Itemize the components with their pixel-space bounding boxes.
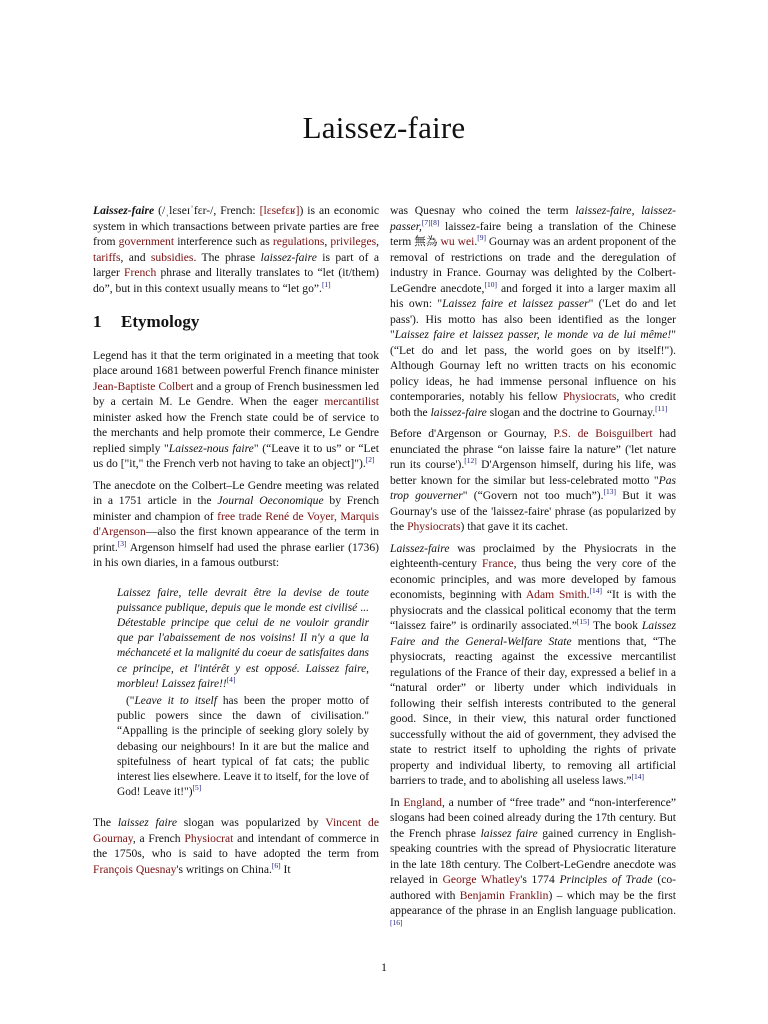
ref-7-8[interactable]: [7][8]: [421, 217, 440, 227]
ref-4[interactable]: [4]: [226, 674, 236, 684]
right-column: [390, 203, 676, 940]
link-benjamin-franklin[interactable]: Benjamin Franklin: [459, 888, 549, 902]
ref-16[interactable]: [16]: [390, 917, 403, 927]
right-paragraph-1: was Quesnay who coined the term laissez-faire, laissez-passer,[7][8] laissez-faire being a translation of the Chinese term 無為 wu wei.[9] Gournay was an ardent proponent of the removal of restrictions on trade and the deregulation of industry in France. Gournay was delighted by the Colbert-LeGendre anecdote,[10] and forged it into a larger maxim all his own: "Laissez faire et laissez passer" ('Let do and let pass'). His motto has also been identified as the longer "Laissez faire et laissez passer, le monde va de lui même!" (“Let do and let pass, the world goes on by itself!"). Although Gournay left no written tracts on his economic policy ideas, he had immense personal influence on his contemporaries, notably his fellow Physiocrats, who credit both the laissez-faire slogan and the doctrine to Gournay.[11]: [390, 204, 676, 419]
ref-9[interactable]: [9]: [477, 233, 486, 243]
intro-paragraph: Laissez-faire (/ˌlɛseɪˈfɛr-/, French: [lɛsefɛʁ]) is an economic system in which transactions between private parties are free from government interference such as regulations, privileges, tariffs, and subsidies. The phrase laissez-faire is part of a larger French phrase and literally translates to “let (it/them) do”, but in this context usually means to “let go”.[1]: [93, 204, 380, 295]
link-rene-de-voyer[interactable]: René de Voyer, Marquis d'Argenson: [93, 509, 379, 538]
ref-10[interactable]: [10]: [484, 279, 497, 289]
ref-6[interactable]: [6]: [271, 860, 281, 870]
link-adam-smith[interactable]: Adam Smith: [525, 588, 587, 601]
chinese-term: 無為: [414, 235, 438, 248]
link-france[interactable]: France: [482, 557, 514, 570]
ref-12[interactable]: [12]: [464, 456, 477, 466]
link-french[interactable]: French: [124, 266, 157, 279]
link-privileges[interactable]: privileges: [330, 235, 377, 248]
ref-2[interactable]: [2]: [365, 455, 375, 465]
section-heading-etymology: 1 Etymology: [93, 312, 200, 331]
link-boisguilbert[interactable]: P.S. de Boisguilbert: [553, 427, 653, 440]
link-francois-quesnay[interactable]: François Quesnay: [93, 862, 177, 876]
ipa-link[interactable]: [lɛsefɛʁ]: [259, 204, 300, 217]
ref-13[interactable]: [13]: [603, 487, 617, 497]
link-subsidies[interactable]: subsidies: [150, 250, 194, 264]
quote-translation: ("Leave it to itself has been the proper motto of public powers since the dawn of civilisation." “Appalling is the principle of seeking glory solely by debasing our neighbours! In it are but the malice and spitefulness of heart typical of fat cats; the public interest lies elsewhere. Leave it to itself, for the love of God! Leave it!")[5]: [117, 694, 369, 799]
link-england[interactable]: England: [403, 795, 442, 809]
link-physiocrat[interactable]: Physiocrat: [184, 831, 234, 845]
link-george-whatley[interactable]: George Whatley: [442, 873, 521, 886]
link-colbert[interactable]: Jean-Baptiste Colbert: [93, 379, 194, 393]
link-mercantilist[interactable]: mercantilist: [324, 395, 379, 408]
link-physiocrats-2[interactable]: Physiocrats: [407, 520, 461, 533]
link-tariffs[interactable]: tariffs: [93, 250, 121, 264]
etymology-paragraph-2: The anecdote on the Colbert–Le Gendre meeting was related in a 1751 article in the Journal Oeconomique by French minister and champion of free trade René de Voyer, Marquis d'Argenson—also the first known appearance of the term in print.[3] Argenson himself had used the phrase earlier (1736) in his own diaries, in a famous outburst:: [93, 478, 379, 569]
right-paragraph-2: Before d'Argenson or Gournay, P.S. de Boisguilbert had enunciated the phrase “on laisse faire la nature” ('let nature run its course').[12] D'Argenson himself, during his life, was better known for the similar but less-celebrated motto "Pas trop gouverner" (“Govern not too much”).[13] But it was Gournay's use of the 'laissez-faire' phrase (as popularized by the Physiocrats) that gave it its cachet.: [390, 427, 677, 533]
ref-15[interactable]: [15]: [576, 617, 590, 627]
page-number: 1: [381, 960, 387, 974]
link-regulations[interactable]: regulations: [272, 235, 325, 248]
link-wu-wei[interactable]: wu wei: [440, 235, 475, 248]
ref-14[interactable]: [14]: [589, 586, 603, 596]
ref-3[interactable]: [3]: [117, 538, 127, 548]
link-physiocrats[interactable]: Physiocrats: [562, 390, 617, 403]
link-government[interactable]: government: [118, 235, 175, 248]
etymology-paragraph-1: Legend has it that the term originated in a meeting that took place around 1681 between powerful French finance minister Jean-Baptiste Colbert and a group of French businessmen led by a certain M. Le Gendre. When the eager mercantilist minister asked how the French state could be of service to the merchants and help promote their commerce, Le Gendre replied simply "Laissez-nous faire" (“Leave it to us” or “Let us do ["it," the French verb not having to take an object]").[2]: [93, 348, 379, 470]
ref-1[interactable]: [1]: [321, 279, 331, 289]
ref-5[interactable]: [5]: [192, 783, 202, 793]
link-vincent-de-gournay[interactable]: Vincent de Gournay: [93, 816, 379, 845]
argenson-quote: [93, 586, 379, 801]
ref-11[interactable]: [11]: [655, 403, 668, 413]
etymology-paragraph-3: The laissez faire slogan was popularized by Vincent de Gournay, a French Physiocrat and intendant of commerce in the 1750s, who is said to have adopted the term from François Quesnay's writings on China.[6] It: [93, 816, 380, 876]
link-free-trade[interactable]: free trade: [217, 509, 262, 523]
ref-14b[interactable]: [14]: [631, 772, 644, 782]
quote-french: Laissez faire, telle devrait être la devise de toute puissance publique, depuis que le monde est civilisé ... Détestable principe que celui de ne vouloir grandir que par l'abaissement de nos voisins! Il n'y a que la méchanceté et la malignité du coeur de satisfaites dans ce principe, et l'intérêt y est opposé. Laissez faire, morbleu! Laissez faire!![4]: [117, 586, 369, 690]
left-column: [93, 203, 379, 883]
right-paragraph-4: In England, a number of “free trade” and “non-interference” slogans had been coined already during the 17th century. But the French phrase laissez faire gained currency in English-speaking countries with the spread of Physiocratic literature in the late 18th century. The Colbert-LeGendre anecdote was relayed in George Whatley's 1774 Principles of Trade (co-authored with Benjamin Franklin) – which may be the first appearance of the phrase in an English language publication.[16]: [390, 795, 676, 927]
page-title: Laissez-faire: [302, 110, 466, 145]
right-paragraph-3: Laissez-faire was proclaimed by the Physiocrats in the eighteenth-century France, thus being the very core of the economic principles, and was more developed by famous economists, beginning with Adam Smith.[14] “It is with the physiocrats and the classical political economy that the term “laissez faire” is ordinarily associated.”[15] The book Laissez Faire and the General-Welfare State mentions that, “The physiocrats, reacting against the excessive mercantilist regulations of the France of their day, expressed a belief in a “natural order” or liberty under which individuals in following their selfish interests contributed to the general good. Since, in their view, this natural order functioned successfully without the aid of government, they advised the state to restrict itself to upholding the rights of private property and individual liberty, to removing all artificial barriers to trade, and to abolishing all useless laws.”[14]: [390, 541, 677, 787]
